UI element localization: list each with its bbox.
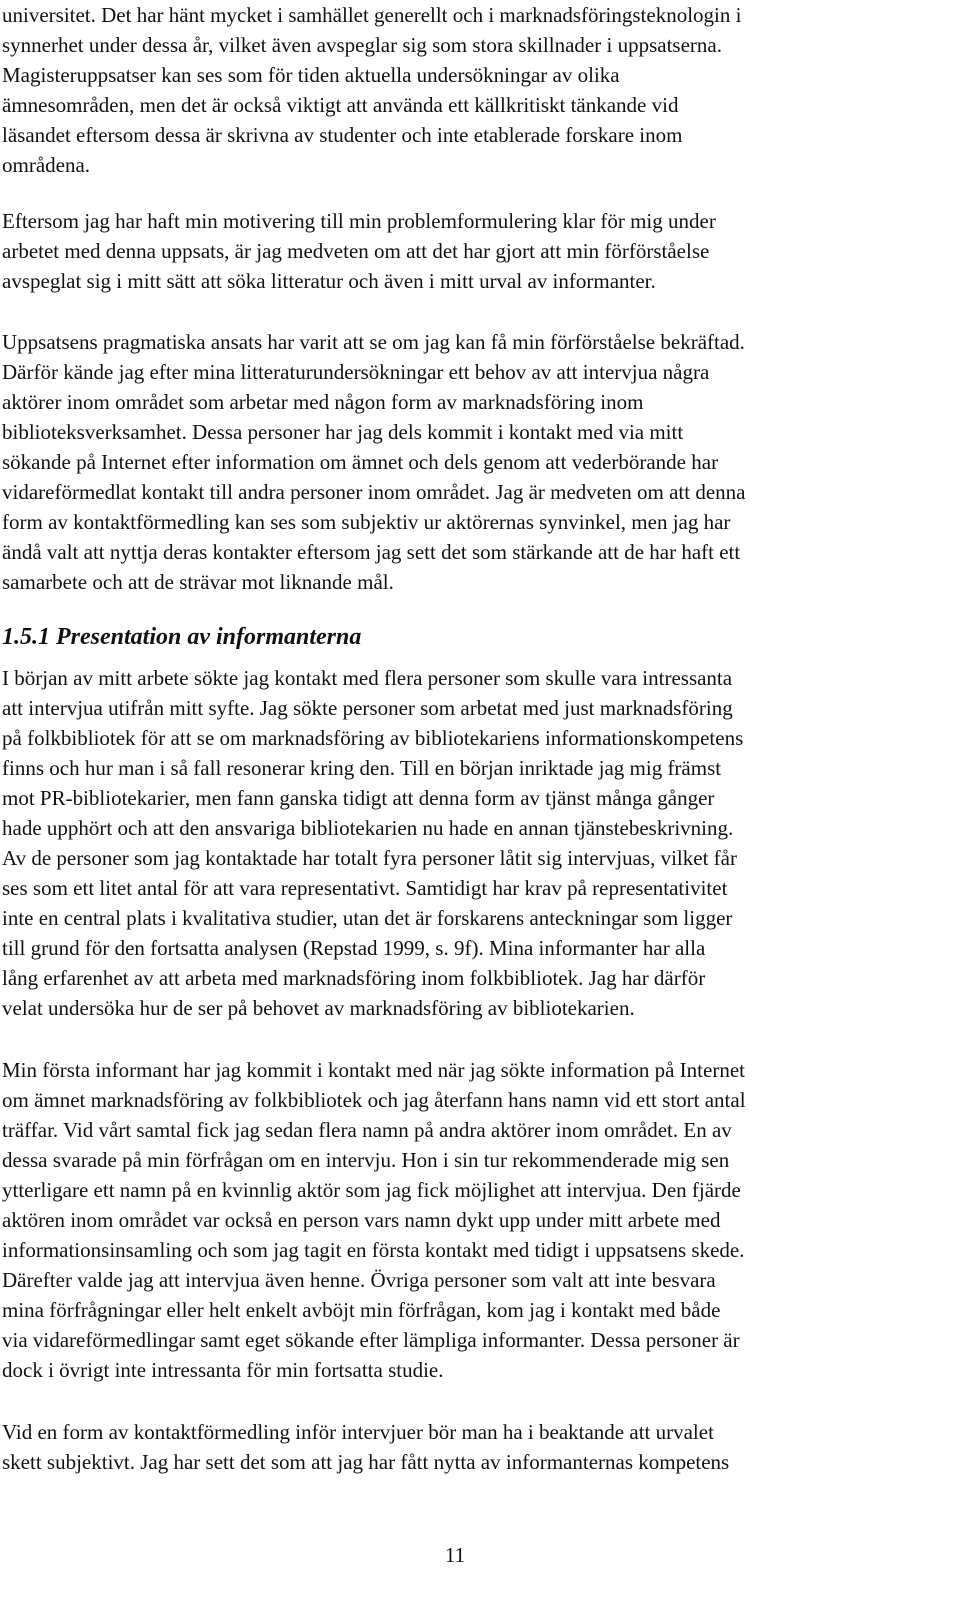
paragraph-intro-continued <box>0 0 960 180</box>
text-line: finns och hur man i så fall resonerar kring den. Till en början inriktade jag mig främst <box>2 756 722 780</box>
text-line: ses som ett litet antal för att vara representativt. Samtidigt har krav på representativitet <box>2 876 728 900</box>
text-line: Därför kände jag efter mina litteraturundersökningar ett behov av att intervjua några <box>2 360 710 384</box>
text-line: att intervjua utifrån mitt syfte. Jag sökte personer som arbetat med just marknadsföring <box>2 696 733 720</box>
text-line: Min första informant har jag kommit i kontakt med när jag sökte information på Internet <box>2 1058 745 1082</box>
text-line: träffar. Vid vårt samtal fick jag sedan flera namn på andra aktörer inom området. En av <box>2 1118 732 1142</box>
text-line: mot PR-bibliotekarier, men fann ganska tidigt att denna form av tjänst många gånger <box>2 786 715 810</box>
text-line: universitet. Det har hänt mycket i samhället generellt och i marknadsföringsteknologin i <box>2 3 742 27</box>
text-line: på folkbibliotek för att se om marknadsföring av bibliotekariens informationskompetens <box>2 726 744 750</box>
text-line: form av kontaktförmedling kan ses som subjektiv ur aktörernas synvinkel, men jag har <box>2 510 731 534</box>
text-line: dessa svarade på min förfrågan om en intervju. Hon i sin tur rekommenderade mig sen <box>2 1148 730 1172</box>
text-line: läsandet eftersom dessa är skrivna av studenter och inte etablerade forskare inom <box>2 123 683 147</box>
text-line: dock i övrigt inte intressanta för min fortsatta studie. <box>2 1358 444 1382</box>
paragraph-motivation <box>0 206 960 296</box>
text-line: Därefter valde jag att intervjua även henne. Övriga personer som valt att inte besvara <box>2 1268 716 1292</box>
text-line: Eftersom jag har haft min motivering till min problemformulering klar för mig under <box>2 209 716 233</box>
text-line: arbetet med denna uppsats, är jag medveten om att det har gjort att min förförståelse <box>2 239 710 263</box>
text-line: biblioteksverksamhet. Dessa personer har jag dels kommit i kontakt med via mitt <box>2 420 684 444</box>
text-line: samarbete och att de strävar mot liknande mål. <box>2 570 394 594</box>
page-number: 11 <box>444 1543 466 1567</box>
text-line: lång erfarenhet av att arbeta med marknadsföring inom folkbibliotek. Jag har därför <box>2 966 706 990</box>
text-line: Magisteruppsatser kan ses som för tiden aktuella undersökningar av olika <box>2 63 620 87</box>
text-line: aktörer inom området som arbetar med någon form av marknadsföring inom <box>2 390 644 414</box>
text-line: Vid en form av kontaktförmedling inför intervjuer bör man ha i beaktande att urvalet <box>2 1420 714 1444</box>
text-line: om ämnet marknadsföring av folkbibliotek och jag återfann hans namn vid ett stort antal <box>2 1088 746 1112</box>
text-line: skett subjektivt. Jag har sett det som att jag har fått nytta av informanternas kompetens <box>2 1450 730 1474</box>
paragraph-beginning <box>0 663 960 1023</box>
text-line: områdena. <box>2 153 91 177</box>
text-line: avspeglat sig i mitt sätt att söka litteratur och även i mitt urval av informanter. <box>2 269 656 293</box>
text-line: vidareförmedlat kontakt till andra personer inom området. Jag är medveten om att denna <box>2 480 746 504</box>
text-line: hade upphört och att den ansvariga bibliotekarien nu hade en annan tjänstebeskrivning. <box>2 816 734 840</box>
text-line: till grund för den fortsatta analysen (Repstad 1999, s. 9f). Mina informanter har alla <box>2 936 706 960</box>
text-line: velat undersöka hur de ser på behovet av marknadsföring av bibliotekarien. <box>2 996 635 1020</box>
text-line: informationsinsamling och som jag tagit en första kontakt med tidigt i uppsatsens skede. <box>2 1238 745 1262</box>
text-line: Av de personer som jag kontaktade har totalt fyra personer låtit sig intervjuas, vilket får <box>2 846 737 870</box>
paragraph-final <box>0 1417 960 1477</box>
text-line: via vidareförmedlingar samt eget sökande efter lämpliga informanter. Dessa personer är <box>2 1328 740 1352</box>
paragraph-pragmatic-approach <box>0 327 960 597</box>
text-line: Uppsatsens pragmatiska ansats har varit att se om jag kan få min förförståelse bekräftad. <box>2 330 745 354</box>
text-line: sökande på Internet efter information om ämnet och dels genom att vederbörande har <box>2 450 719 474</box>
text-line: ändå valt att nyttja deras kontakter eftersom jag sett det som stärkande att de har haft ett <box>2 540 741 564</box>
text-line: inte en central plats i kvalitativa studier, utan det är forskarens anteckningar som ligger <box>2 906 733 930</box>
section-heading: 1.5.1 Presentation av informanterna <box>2 624 362 650</box>
text-line: ytterligare ett namn på en kvinnlig aktör som jag fick möjlighet att intervjua. Den fjärde <box>2 1178 741 1202</box>
text-line: aktören inom området var också en person vars namn dykt upp under mitt arbete med <box>2 1208 721 1232</box>
text-line: synnerhet under dessa år, vilket även avspeglar sig som stora skillnader i uppsatserna. <box>2 33 722 57</box>
text-line: I början av mitt arbete sökte jag kontakt med flera personer som skulle vara intressanta <box>2 666 733 690</box>
text-line: ämnesområden, men det är också viktigt att använda ett källkritiskt tänkande vid <box>2 93 679 117</box>
text-line: mina förfrågningar eller helt enkelt avböjt min förfrågan, kom jag i kontakt med både <box>2 1298 721 1322</box>
paragraph-first-informant <box>0 1055 960 1385</box>
